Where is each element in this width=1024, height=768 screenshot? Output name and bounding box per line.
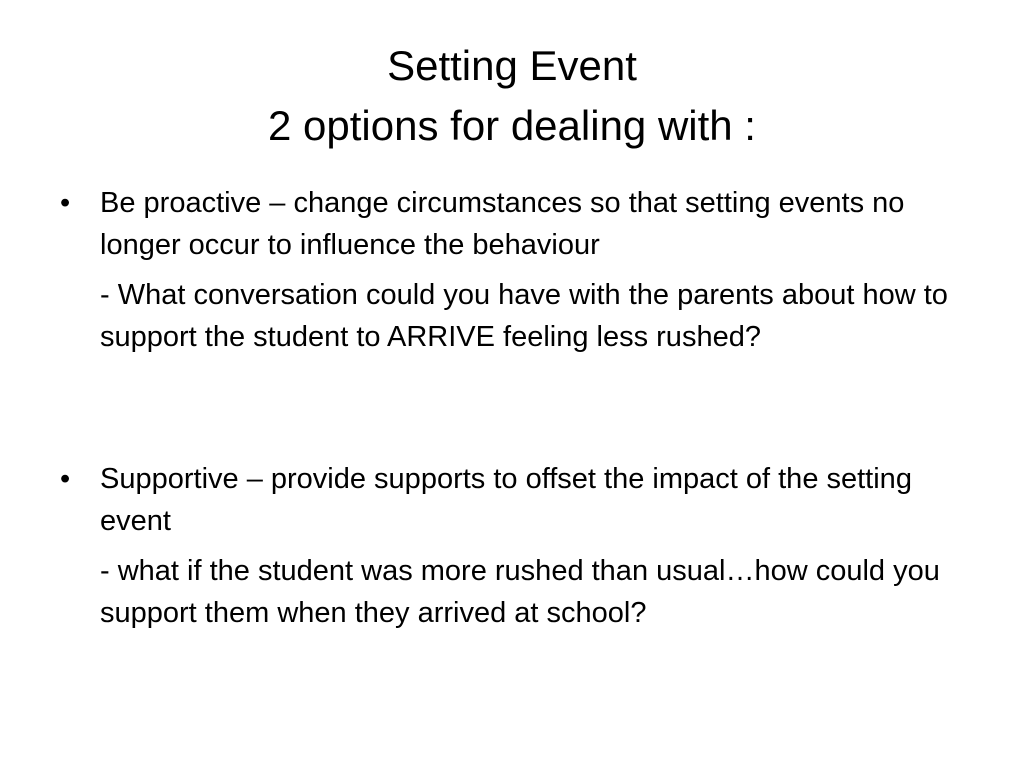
bullet-text: Supportive – provide supports to offset the impact of the setting event [100,463,912,537]
bullet-item-proactive [60,182,960,358]
bullet-row [60,182,960,266]
bullet-icon: • [60,187,71,219]
bullet-row [60,458,960,542]
bullet-text: Be proactive – change circumstances so that setting events no longer occur to influence the behaviour [100,187,905,261]
title-line-1: Setting Event [387,42,637,89]
bullet-sub-paragraph: - what if the student was more rushed than usual…how could you support them when they arrived at school? [100,555,940,629]
slide-title [52,36,972,156]
bullet-item-supportive [60,458,960,634]
title-line-2: 2 options for dealing with : [268,102,756,149]
bullet-icon: • [60,463,71,495]
bullet-sub-paragraph: - What conversation could you have with the parents about how to support the student to ARRIVE feeling less rushed? [100,279,948,353]
